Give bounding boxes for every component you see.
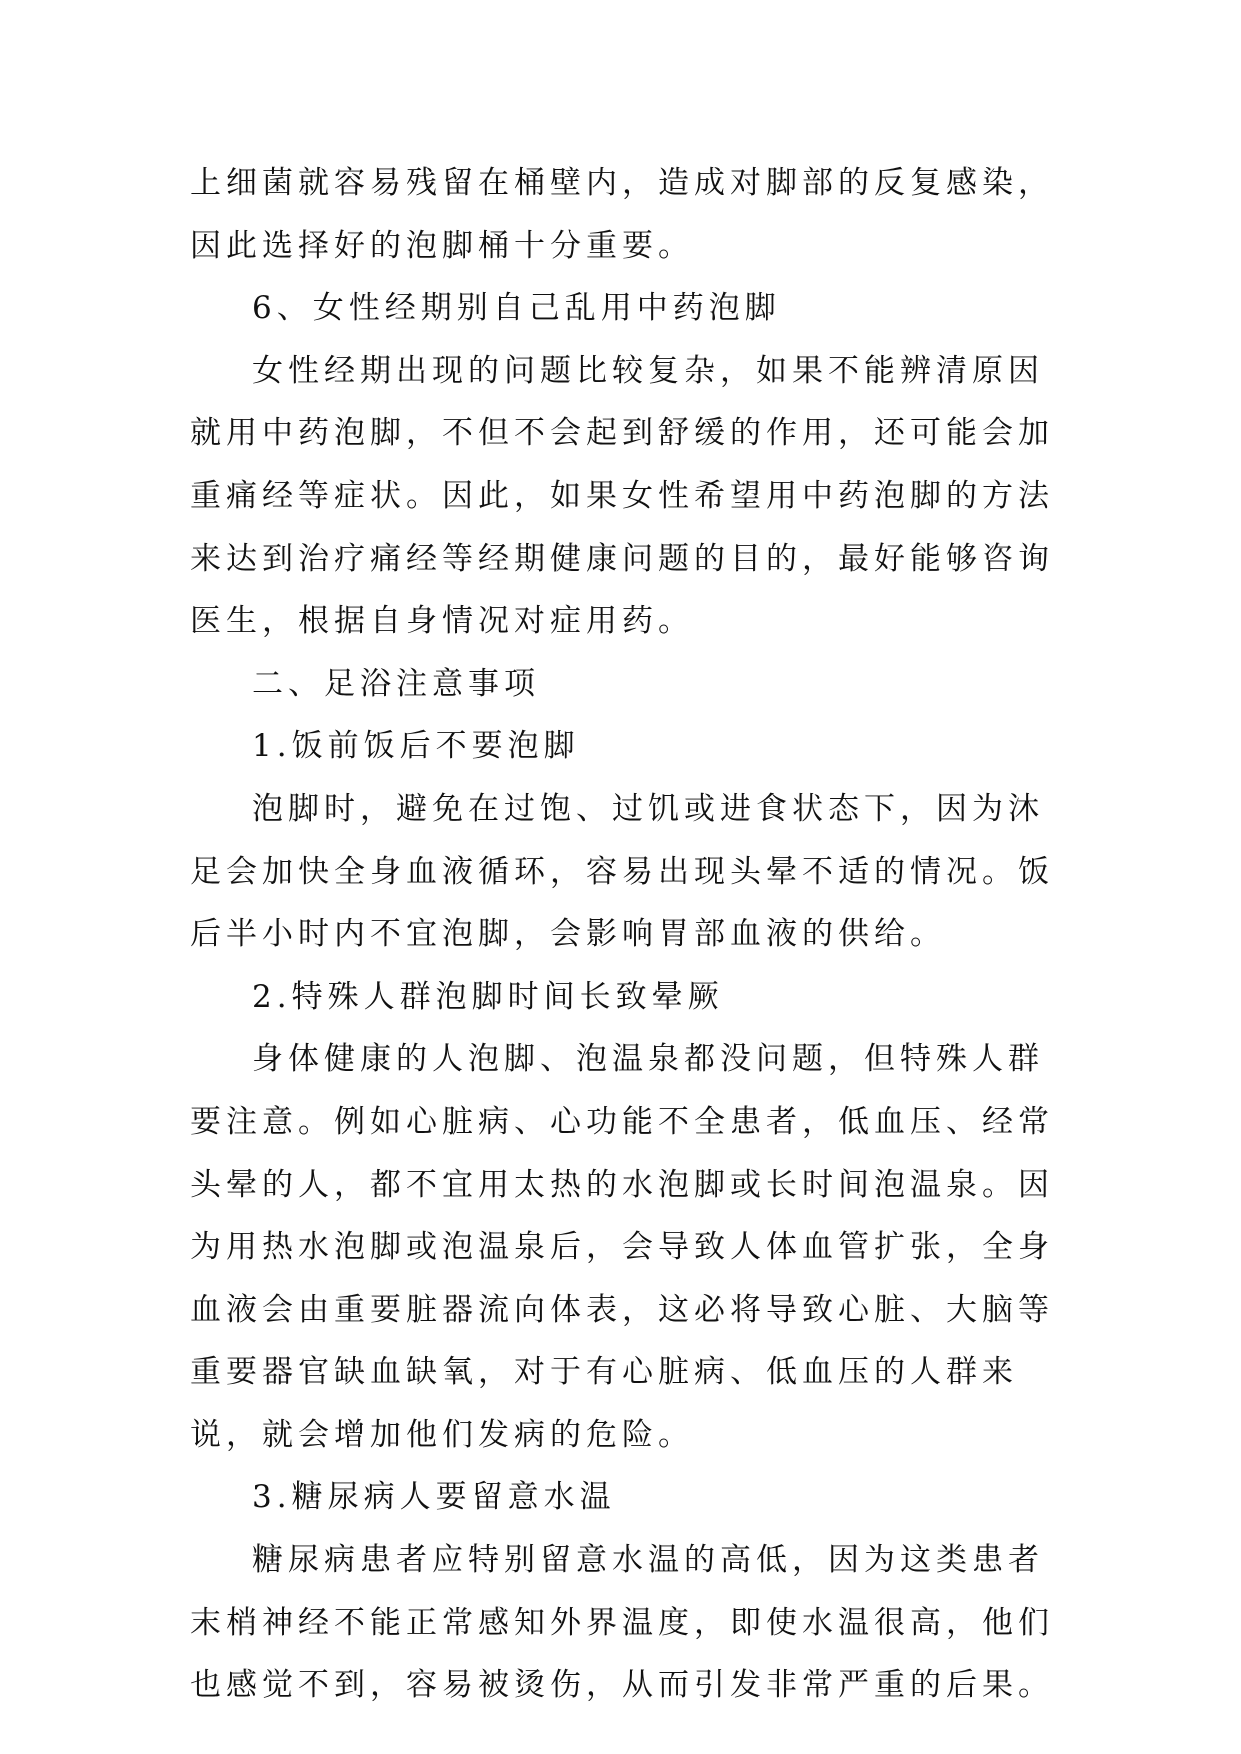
paragraph: 泡脚时，避免在过饱、过饥或进食状态下，因为沐足会加快全身血液循环，容易出现头晕不适的情况。饭后半小时内不宜泡脚，会影响胃部血液的供给。 [190, 790, 1054, 953]
heading-item-2: 2.特殊人群泡脚时间长致晕厥 [252, 978, 724, 1015]
document-body [190, 152, 1060, 1717]
paragraph: 女性经期出现的问题比较复杂，如果不能辨清原因就用中药泡脚，不但不会起到舒缓的作用，还可能会加重痛经等症状。因此，如果女性希望用中药泡脚的方法来达到治疗痛经等经期健康问题的目的，最好能够咨询医生，根据自身情况对症用药。 [190, 352, 1054, 640]
heading-item-6: 6、女性经期别自己乱用中药泡脚 [252, 290, 781, 327]
heading-item-3: 3.糖尿病人要留意水温 [252, 1479, 616, 1516]
heading-item-1: 1.饭前饭后不要泡脚 [252, 728, 580, 765]
section-heading: 二、足浴注意事项 [252, 665, 540, 702]
paragraph-continuation: 上细菌就容易残留在桶壁内，造成对脚部的反复感染，因此选择好的泡脚桶十分重要。 [190, 165, 1054, 264]
paragraph: 身体健康的人泡脚、泡温泉都没问题，但特殊人群要注意。例如心脏病、心功能不全患者，低血压、经常头晕的人，都不宜用太热的水泡脚或长时间泡温泉。因为用热水泡脚或泡温泉后，会导致人体血管扩张，全身血液会由重要脏器流向体表，这必将导致心脏、大脑等重要器官缺血缺氧，对于有心脏病、低血压的人群来说，就会增加他们发病的危险。 [190, 1041, 1054, 1453]
paragraph: 糖尿病患者应特别留意水温的高低，因为这类患者末梢神经不能正常感知外界温度，即使水温很高，他们也感觉不到，容易被烫伤，从而引发非常严重的后果。 [190, 1542, 1054, 1704]
